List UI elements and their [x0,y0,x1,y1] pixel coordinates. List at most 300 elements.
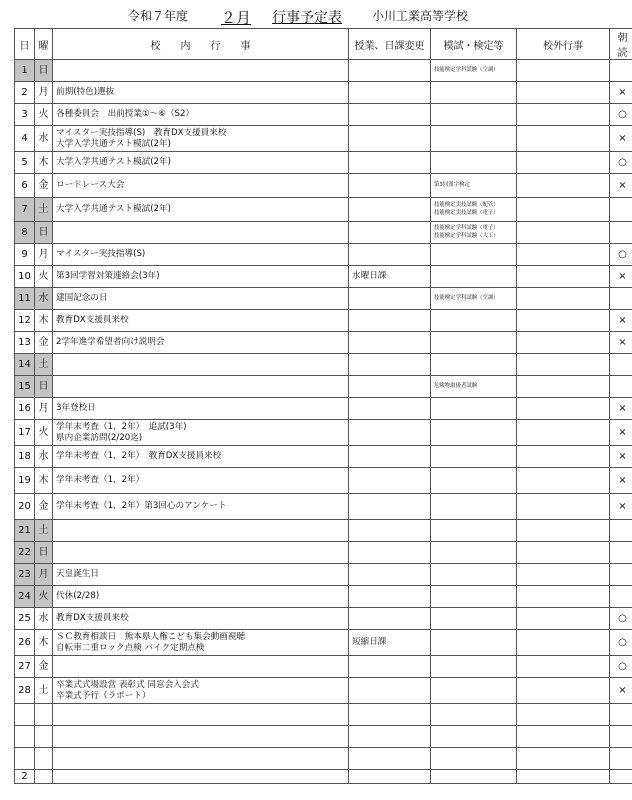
table-row [15,564,632,586]
external-events-cell [517,678,610,704]
exams-cell [431,332,517,354]
school-events-cell [53,288,349,310]
day-number: 11 [15,288,35,310]
weekday: 土 [35,354,53,376]
weekday: 水 [35,608,53,630]
external-events-cell [517,198,610,222]
external-events-cell [517,244,610,266]
day-number: 18 [15,446,35,468]
table-row [15,494,632,520]
event-line: ＳＣ教育相談日 熊本県人権こども集会動画視聴 [56,631,246,642]
morning-reading-mark: ○ [610,152,632,174]
school-events-cell [53,354,349,376]
class-change-cell [349,520,431,542]
event-line: 教育DX支援員来校 [56,613,129,623]
table-row [15,678,632,704]
table-row [15,376,632,398]
col-header-weekday: 曜 [35,29,53,60]
morning-reading-mark [610,354,632,376]
event-line: 3年登校日 [56,403,96,413]
school-events-cell [53,630,349,656]
blank-cell [53,770,349,784]
external-events-cell [517,398,610,420]
school-events-cell [53,174,349,198]
event-line: 学年末考査（1，2年） [56,475,145,485]
table-row [15,222,632,244]
table-row [15,152,632,174]
blank-cell [35,770,53,784]
class-change-cell [349,564,431,586]
weekday: 日 [35,60,53,82]
school-events-cell [53,468,349,494]
weekday: 木 [35,468,53,494]
class-change-cell [349,332,431,354]
table-row [15,608,632,630]
external-events-cell [517,310,610,332]
day-number: 14 [15,354,35,376]
class-change-cell: 水曜日課 [349,266,431,288]
school-events-cell [53,398,349,420]
external-events-cell [517,152,610,174]
blank-cell [431,770,517,784]
event-line: 2学年進学希望者向け説明会 [56,337,165,347]
blank-cell [431,748,517,770]
morning-reading-mark [610,60,632,82]
school-events-cell [53,126,349,152]
exam-line: 技能検定学科試験（電子） [434,225,499,231]
weekday: 木 [35,310,53,332]
weekday: 土 [35,678,53,704]
school-events-cell [53,82,349,104]
blank-cell [349,748,431,770]
exams-cell [431,520,517,542]
day-number: 17 [15,420,35,446]
month-label: ２月 [220,9,251,27]
weekday: 月 [35,564,53,586]
table-row [15,266,632,288]
exams-cell [431,398,517,420]
blank-cell [349,726,431,748]
exam-line: 技能検定実技試験（電子） [434,209,499,216]
external-events-cell [517,288,610,310]
schedule-table [14,28,632,784]
event-line: マイスター実技指導(S) [56,249,146,259]
blank-cell [517,748,610,770]
day-number: 6 [15,174,35,198]
external-events-cell [517,332,610,354]
school-events-cell [53,104,349,126]
external-events-cell [517,60,610,82]
external-events-cell [517,630,610,656]
school-events-cell [53,608,349,630]
weekday: 日 [35,376,53,398]
school-events-cell [53,152,349,174]
morning-reading-mark: × [610,266,632,288]
event-line: 県内企業訪問(2/20迄) [56,432,143,443]
schedule-title: 行事予定表 [272,10,342,26]
table-row [15,126,632,152]
class-change-cell [349,310,431,332]
exams-cell [431,82,517,104]
class-change-cell [349,198,431,222]
weekday: 月 [35,82,53,104]
blank-cell [53,726,349,748]
external-events-cell [517,468,610,494]
blank-cell [431,704,517,726]
day-number: 26 [15,630,35,656]
external-events-cell [517,564,610,586]
day-number: 23 [15,564,35,586]
morning-reading-mark [610,288,632,310]
morning-reading-mark: ○ [610,630,632,656]
exams-cell [431,266,517,288]
class-change-cell [349,494,431,520]
weekday: 土 [35,198,53,222]
table-row [15,468,632,494]
day-number: 24 [15,586,35,608]
morning-reading-mark: × [610,82,632,104]
page-number: 2 [15,770,35,784]
exams-cell [431,678,517,704]
school-events-cell [53,446,349,468]
morning-reading-mark [610,564,632,586]
table-row [15,446,632,468]
weekday: 金 [35,656,53,678]
exam-line: 技能検定実技試験（配管） [434,202,499,208]
exams-cell [431,376,517,398]
event-line: 大学入学共通テスト模試(2年) [56,204,171,214]
school-events-cell [53,60,349,82]
table-header-row [15,29,632,60]
blank-cell [349,770,431,784]
day-number: 8 [15,222,35,244]
blank-cell [35,748,53,770]
class-change-cell [349,446,431,468]
exams-cell [431,446,517,468]
col-header-class-change: 授業、日課変更 [349,29,431,60]
exams-cell [431,656,517,678]
blank-row [15,704,632,726]
class-change-cell [349,82,431,104]
school-events-cell [53,542,349,564]
day-number: 25 [15,608,35,630]
event-line: 学年末考査（1，2年） 教育DX支援員来校 [56,451,222,461]
class-change-cell [349,152,431,174]
exams-cell [431,494,517,520]
day-number: 1 [15,60,35,82]
class-change-cell [349,420,431,446]
blank-cell [15,748,35,770]
table-row [15,310,632,332]
event-line: マイスター実技指導(S) 教育DX支援員来校 [56,127,227,138]
exams-cell [431,468,517,494]
blank-cell [610,770,632,784]
weekday: 日 [35,222,53,244]
schedule-body [15,60,632,784]
exam-line: 技能検定学科試験（空調） [434,66,499,73]
school-events-cell [53,376,349,398]
table-row [15,198,632,222]
exams-cell [431,420,517,446]
exams-cell [431,104,517,126]
exam-line: 技能検定学科試験（空調） [434,294,499,301]
event-line: 第3回学習対策連絡会(3年) [56,271,160,281]
morning-reading-mark: × [610,126,632,152]
weekday: 金 [35,332,53,354]
morning-reading-mark: × [610,420,632,446]
school-events-cell [53,564,349,586]
col-header-day: 日 [15,29,35,60]
col-header-exams: 模試・検定等 [431,29,517,60]
blank-cell [53,704,349,726]
external-events-cell [517,126,610,152]
exam-line: 第3回漢字検定 [434,181,470,188]
blank-cell [517,704,610,726]
day-number: 20 [15,494,35,520]
table-row [15,656,632,678]
class-change-cell [349,174,431,198]
day-number: 15 [15,376,35,398]
class-change-cell: 短縮日課 [349,630,431,656]
external-events-cell [517,104,610,126]
school-events-cell [53,656,349,678]
table-row [15,630,632,656]
blank-cell [35,704,53,726]
day-number: 16 [15,398,35,420]
exams-cell [431,198,517,222]
school-name: 小川工業高等学校 [372,9,469,23]
weekday: 火 [35,104,53,126]
exams-cell [431,152,517,174]
morning-reading-mark [610,520,632,542]
exams-cell [431,630,517,656]
morning-reading-mark [610,586,632,608]
class-change-cell [349,608,431,630]
school-events-cell [53,586,349,608]
class-change-cell [349,468,431,494]
day-number: 12 [15,310,35,332]
weekday: 月 [35,398,53,420]
morning-reading-mark: × [610,398,632,420]
blank-cell [517,770,610,784]
event-line: 天皇誕生日 [56,569,99,579]
external-events-cell [517,446,610,468]
day-number: 28 [15,678,35,704]
day-number: 4 [15,126,35,152]
weekday: 火 [35,586,53,608]
school-events-cell [53,222,349,244]
exam-line: 技能検定学科試験（大工） [434,232,499,239]
weekday: 水 [35,446,53,468]
external-events-cell [517,586,610,608]
exams-cell [431,126,517,152]
class-change-cell [349,678,431,704]
day-number: 21 [15,520,35,542]
external-events-cell [517,608,610,630]
footer-row [15,770,632,784]
table-row [15,174,632,198]
table-row [15,354,632,376]
morning-reading-mark: × [610,446,632,468]
day-number: 5 [15,152,35,174]
event-line: 自転車二重ロック点検 バイク定期点検 [56,642,205,653]
weekday: 木 [35,152,53,174]
external-events-cell [517,520,610,542]
event-line: 大学入学共通テスト模試(2年) [56,138,171,149]
weekday: 火 [35,420,53,446]
blank-cell [35,726,53,748]
blank-row [15,726,632,748]
class-change-cell [349,222,431,244]
event-line: 各種委員会 出前授業①～⑥（S2） [56,109,195,119]
morning-reading-mark: ○ [610,656,632,678]
event-line: 代休(2/28) [56,591,100,601]
col-header-morning-reading: 朝読 [610,29,632,60]
external-events-cell [517,376,610,398]
morning-reading-mark: × [610,678,632,704]
event-line: 学年末考査（1，2年） 追試(3年) [56,421,187,432]
exams-cell [431,608,517,630]
event-line: 前期(特色)選抜 [56,87,115,97]
external-events-cell [517,174,610,198]
day-number: 3 [15,104,35,126]
event-line: 学年末考査（1，2年）第3回心のアンケート [56,501,227,511]
weekday: 火 [35,266,53,288]
morning-reading-mark: ○ [610,608,632,630]
external-events-cell [517,82,610,104]
event-line: 卒業式予行（ラポート） [56,690,151,701]
table-row [15,420,632,446]
school-events-cell [53,198,349,222]
class-change-cell [349,126,431,152]
day-number: 10 [15,266,35,288]
exam-line: 危険物取扱者試験 [434,382,478,389]
table-row [15,82,632,104]
morning-reading-mark: × [610,310,632,332]
morning-reading-mark [610,376,632,398]
school-events-cell [53,266,349,288]
weekday: 土 [35,520,53,542]
morning-reading-mark [610,542,632,564]
weekday: 木 [35,630,53,656]
morning-reading-mark: × [610,494,632,520]
event-line: 大学入学共通テスト模試(2年) [56,157,171,167]
table-row [15,586,632,608]
table-row [15,104,632,126]
day-number: 7 [15,198,35,222]
class-change-cell [349,60,431,82]
day-number: 2 [15,82,35,104]
table-row [15,244,632,266]
morning-reading-mark: × [610,174,632,198]
class-change-cell [349,354,431,376]
morning-reading-mark: ○ [610,104,632,126]
col-header-events: 校 内 行 事 [53,29,349,60]
weekday: 水 [35,126,53,152]
exams-cell [431,288,517,310]
table-row [15,542,632,564]
school-events-cell [53,494,349,520]
exams-cell [431,564,517,586]
class-change-cell [349,244,431,266]
weekday: 日 [35,542,53,564]
class-change-cell [349,656,431,678]
class-change-cell [349,376,431,398]
class-change-cell [349,104,431,126]
blank-cell [610,726,632,748]
class-change-cell [349,288,431,310]
exams-cell [431,174,517,198]
blank-cell [517,726,610,748]
exams-cell [431,222,517,244]
school-events-cell [53,310,349,332]
weekday: 月 [35,244,53,266]
exams-cell [431,310,517,332]
exams-cell [431,542,517,564]
class-change-cell [349,398,431,420]
table-row [15,332,632,354]
fiscal-year: 令和７年度 [128,9,189,23]
exams-cell [431,354,517,376]
day-number: 9 [15,244,35,266]
blank-cell [349,704,431,726]
class-change-cell [349,542,431,564]
table-row [15,60,632,82]
external-events-cell [517,494,610,520]
event-line: 卒業式式場設営 表彰式 同窓会入会式 [56,679,199,690]
external-events-cell [517,420,610,446]
day-number: 27 [15,656,35,678]
morning-reading-mark [610,222,632,244]
weekday: 金 [35,494,53,520]
table-row [15,398,632,420]
school-events-cell [53,244,349,266]
blank-cell [431,726,517,748]
document-title [0,4,632,26]
blank-row [15,748,632,770]
school-events-cell [53,520,349,542]
table-row [15,288,632,310]
morning-reading-mark: ○ [610,244,632,266]
morning-reading-mark [610,198,632,222]
event-line: 建国記念の日 [56,293,108,303]
morning-reading-mark: × [610,332,632,354]
blank-cell [15,726,35,748]
exams-cell [431,244,517,266]
morning-reading-mark: × [610,468,632,494]
external-events-cell [517,266,610,288]
weekday: 水 [35,288,53,310]
day-number: 22 [15,542,35,564]
table-row [15,520,632,542]
blank-cell [15,704,35,726]
class-change-cell [349,586,431,608]
event-line: ロードレース大会 [56,180,125,190]
day-number: 13 [15,332,35,354]
external-events-cell [517,354,610,376]
blank-cell [53,748,349,770]
school-events-cell [53,678,349,704]
external-events-cell [517,656,610,678]
external-events-cell [517,222,610,244]
blank-cell [610,704,632,726]
external-events-cell [517,542,610,564]
exams-cell [431,60,517,82]
day-number: 19 [15,468,35,494]
event-line: 教育DX支援員来校 [56,315,129,325]
col-header-external: 校外行事 [517,29,610,60]
school-events-cell [53,332,349,354]
